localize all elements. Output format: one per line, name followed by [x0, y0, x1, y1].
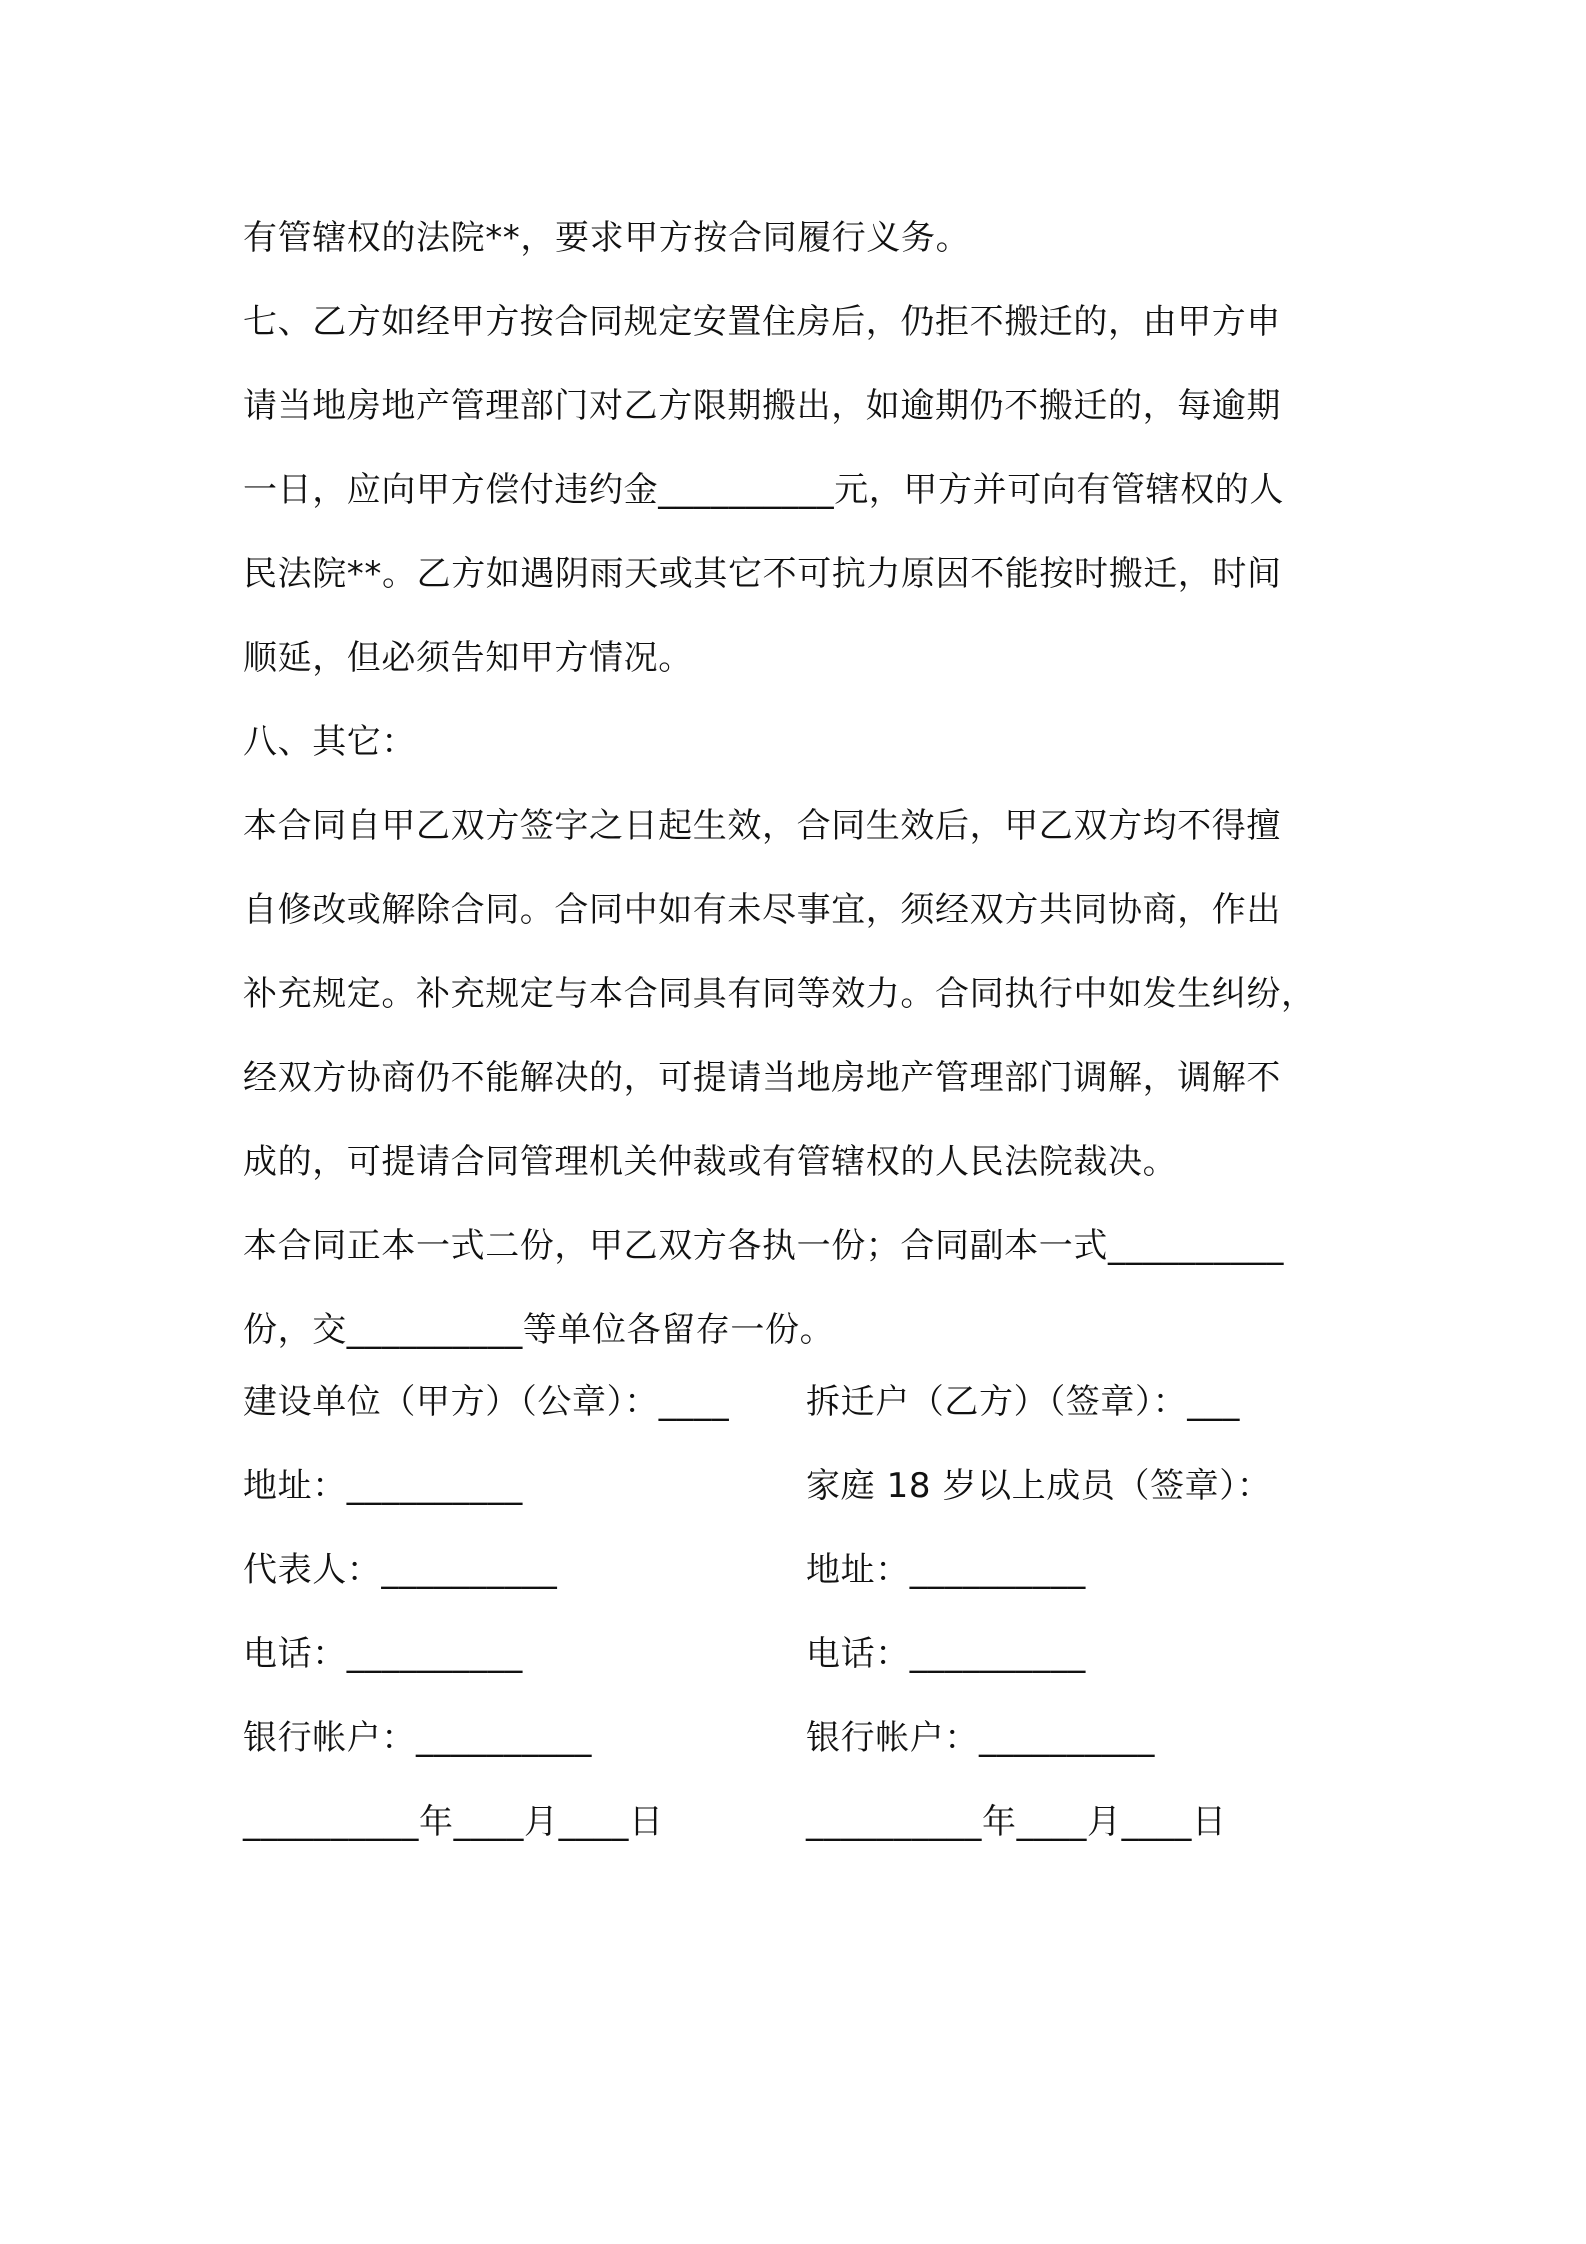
signature-row	[243, 1780, 1363, 1864]
paragraph-line: 本合同正本一式二份，甲乙双方各执一份；合同副本一式__________	[243, 1226, 1284, 1266]
party-a-phone-field: 电话：__________	[243, 1634, 523, 1674]
party-a-seal-field: 建设单位（甲方）（公章）：____	[243, 1382, 730, 1422]
contract-body	[243, 196, 1363, 1372]
paragraph-line: 请当地房地产管理部门对乙方限期搬出，如逾期仍不搬迁的，每逾期	[243, 386, 1281, 426]
paragraph-line: 本合同自甲乙双方签字之日起生效，合同生效后，甲乙双方均不得擅	[243, 806, 1281, 846]
paragraph-line: 一日，应向甲方偿付违约金__________元，甲方并可向有管辖权的人	[243, 470, 1284, 510]
party-b-bank-account-field: 银行帐户：__________	[806, 1718, 1155, 1758]
paragraph-line: 补充规定。补充规定与本合同具有同等效力。合同执行中如发生纠纷，	[243, 974, 1316, 1014]
family-member-signature-field: 家庭 18 岁以上成员（签章）：	[806, 1466, 1272, 1506]
signature-row	[243, 1360, 1363, 1444]
signature-row	[243, 1528, 1363, 1612]
party-b-seal-field: 拆迁户（乙方）（签章）：___	[806, 1382, 1240, 1422]
party-a-bank-account-field: 银行帐户：__________	[243, 1718, 592, 1758]
signature-row	[243, 1444, 1363, 1528]
signature-block	[243, 1360, 1363, 1864]
party-a-date-field: __________年____月____日	[243, 1802, 664, 1842]
signature-row	[243, 1612, 1363, 1696]
paragraph-line: 自修改或解除合同。合同中如有未尽事宜，须经双方共同协商，作出	[243, 890, 1281, 930]
paragraph-line: 份，交__________等单位各留存一份。	[243, 1310, 835, 1350]
party-b-phone-field: 电话：__________	[806, 1634, 1086, 1674]
signature-row	[243, 1696, 1363, 1780]
paragraph-line: 有管辖权的法院**，要求甲方按合同履行义务。	[243, 218, 971, 258]
section-heading: 八、其它：	[243, 722, 416, 762]
party-a-address-field: 地址：__________	[243, 1466, 523, 1506]
party-b-date-field: __________年____月____日	[806, 1802, 1227, 1842]
paragraph-line: 民法院**。乙方如遇阴雨天或其它不可抗力原因不能按时搬迁，时间	[243, 554, 1282, 594]
paragraph-line: 经双方协商仍不能解决的，可提请当地房地产管理部门调解，调解不	[243, 1058, 1281, 1098]
party-a-representative-field: 代表人：__________	[243, 1550, 558, 1590]
paragraph-line: 顺延，但必须告知甲方情况。	[243, 638, 693, 678]
paragraph-line: 成的，可提请合同管理机关仲裁或有管辖权的人民法院裁决。	[243, 1142, 1178, 1182]
party-b-address-field: 地址：__________	[806, 1550, 1086, 1590]
paragraph-line: 七、乙方如经甲方按合同规定安置住房后，仍拒不搬迁的，由甲方申	[243, 302, 1281, 342]
